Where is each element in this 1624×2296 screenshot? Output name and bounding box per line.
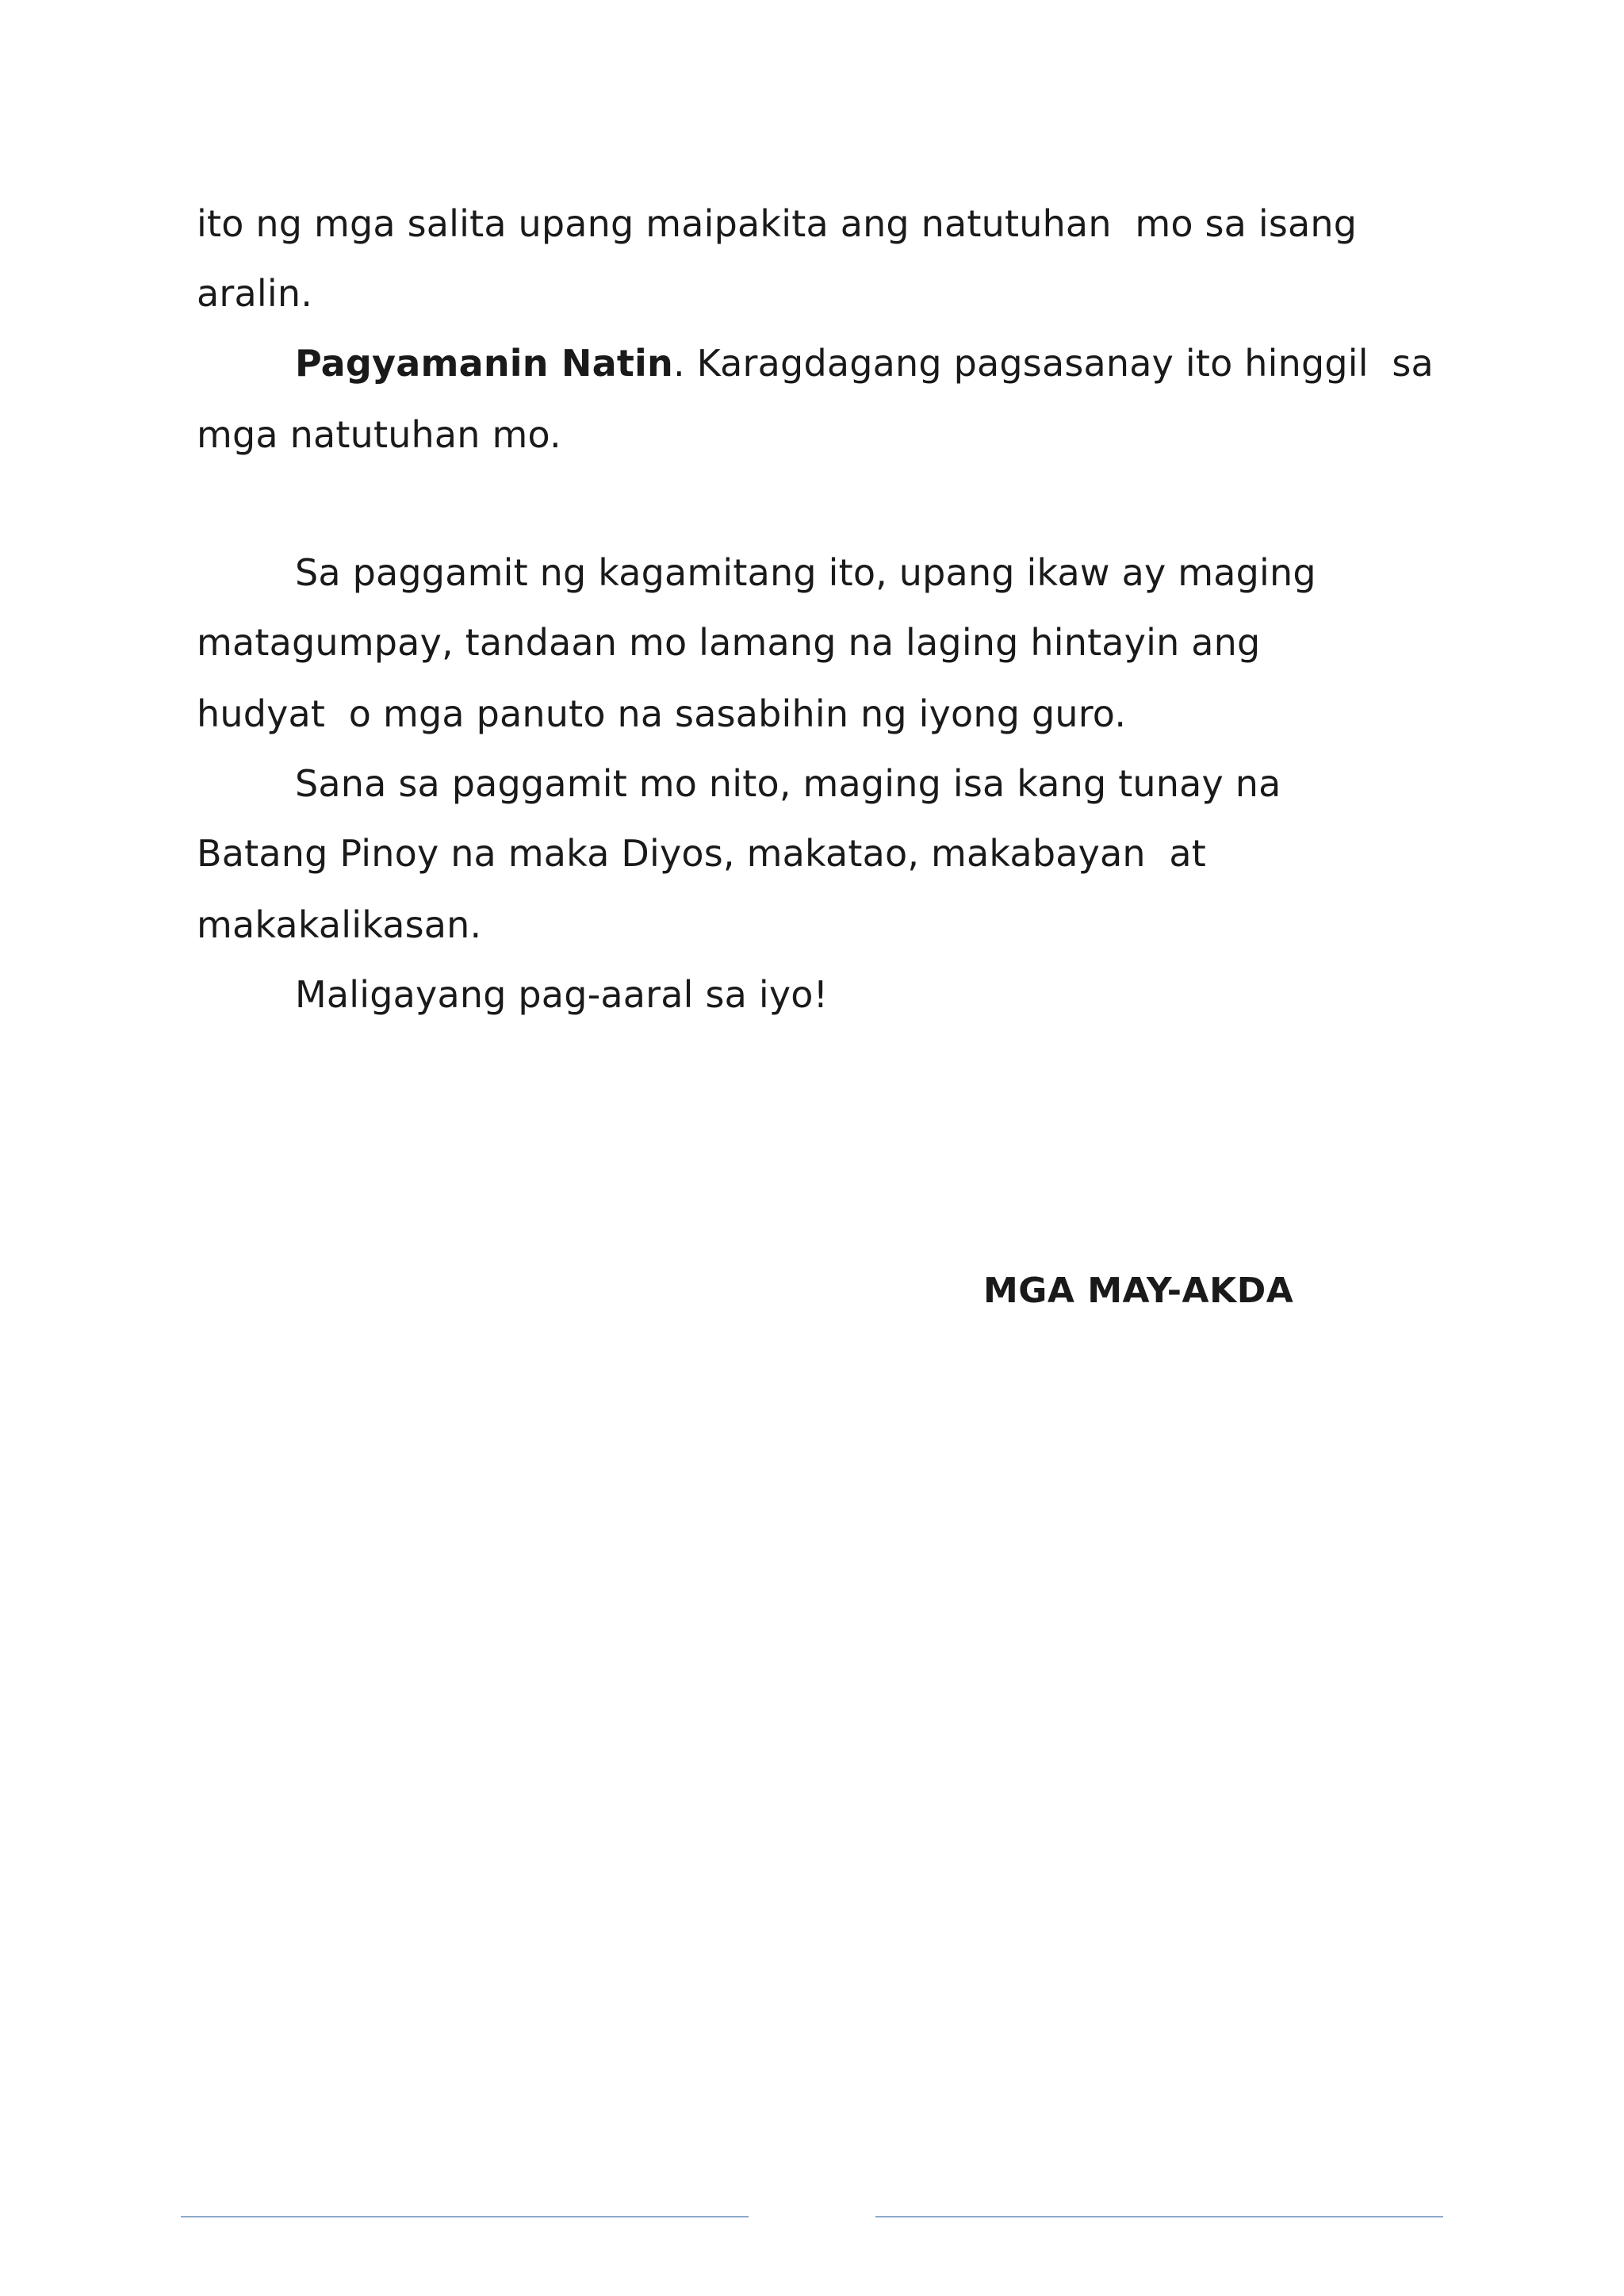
paragraph-1-line-2: aralin. — [197, 272, 313, 315]
paragraph-4-line-3: makakalikasan. — [197, 903, 482, 946]
paragraph-5-line-1: Maligayang pag-aaral sa iyo! — [295, 973, 829, 1016]
paragraph-2-line-1 — [295, 339, 1434, 387]
footer-rule-left — [181, 2216, 749, 2217]
paragraph-1-line-1: ito ng mga salita upang maipakita ang natutuhan mo sa isang — [197, 202, 1358, 245]
authors-signature: MGA MAY-AKDA — [983, 1271, 1294, 1311]
paragraph-4-line-1: Sana sa paggamit mo nito, maging isa kang tunay na — [295, 762, 1281, 805]
pagyamanin-natin-heading: Pagyamanin Natin — [295, 342, 673, 385]
paragraph-2-line-2: mga natutuhan mo. — [197, 413, 561, 456]
paragraph-3-line-3: hudyat o mga panuto na sasabihin ng iyong guro. — [197, 692, 1127, 735]
paragraph-4-line-2: Batang Pinoy na maka Diyos, makatao, makabayan at — [197, 832, 1207, 875]
footer-rule-right — [875, 2216, 1443, 2217]
paragraph-3-line-1: Sa paggamit ng kagamitang ito, upang ikaw ay maging — [295, 551, 1316, 594]
paragraph-3-line-2: matagumpay, tandaan mo lamang na laging hintayin ang — [197, 621, 1261, 664]
paragraph-2-line-1-text: . Karagdagang pagsasanay ito hinggil sa — [672, 342, 1434, 385]
